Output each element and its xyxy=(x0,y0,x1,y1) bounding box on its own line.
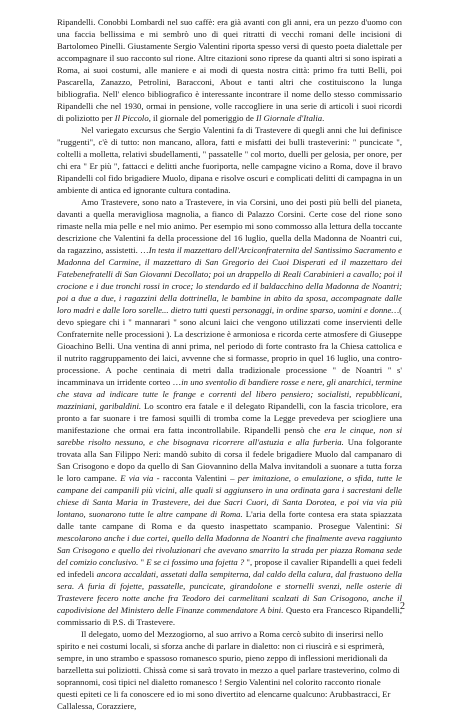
italic-text-run: Si mescolarono anche i due cortei, quello della Madonna de Noantri che finalmente aveva raggiunto San Crisogono e quello dei rivoluzionari che avevano smarrito la strada per piazza Romana sede del comizio conclusivo. xyxy=(57,521,402,567)
italic-text-run: in uno sventolio di bandiere rosse e nere, gli anarchici, termine che stava ad indicare tutte le frange e correnti del libero pensiero; socialisti, repubblicani, mazziniani, garibaldini. xyxy=(57,377,403,411)
italic-text-run: era le cinque, non si sarebbe risolto nessuno, e che bisognava ricorrere all'astuzia e alla furberia. xyxy=(57,425,402,447)
text-run: ", propose il cavalier Ripandelli a quei fedeli ed infedeli xyxy=(57,557,402,579)
italic-text-run: Il Giornale d'Italia xyxy=(256,113,323,123)
text-run: - racconta Valentini – xyxy=(153,473,238,483)
paragraph xyxy=(57,628,402,712)
text-run: ( devo spiegare chi i " mannarari " sono alcuni laici che vengono utilizzati come inservienti delle Confraternite nelle processioni ). La descrizione è armoniosa e ricorda certe atmosfere di Giuseppe Gioachino Belli. Una ventina di anni prima, nel periodo di forte contrasto fra la Chiesa cattolica e il nutrito raggruppamento dei laici, avvenne che si formasse, proprio in quel 16 luglio, una contro-processione. A poche centinaia di metri dalla tradizionale processione " de Noantri " s' incamminava un irridente corteo … xyxy=(57,305,402,387)
text-run: Nel variegato excursus che Sergio Valentini fa di Trastevere di quegli anni che lui definisce "ruggenti", c'è di tutto: non mancano, allora, fatti e misfatti dei bulli trasteverini: " puncicate ", coltelli a molletta, relativi sbudellamenti, " passatelle " col morto, duelli per gelosia, per onore, per chi era " Er più ", fattacci e delitti anche fuoriporta, nelle campagne vicino a Roma, dove il bravo Ripandelli col fido brigadiere Muolo, dipana e risolve oscuri e complicati delitti di campagna in un ambiente di antica ed ignorante cultura contadina. xyxy=(57,125,402,195)
text-run: Una folgorante trovata alla San Filippo Neri: mandò subito di corsa il fedele brigadiere Muolo dal campanaro di San Crisogono e dopo da quello di San Giovannino della Malva invitandoli a suonare a tutta forza le loro campane. xyxy=(57,437,402,483)
paragraph xyxy=(57,196,402,628)
italic-text-run: ancora accaldati, assetati dalla sempiterna, dal caldo della calura, dal frastuono della sera. A furia di fojette, passatelle, puncicate, girandolone e stornelli svenzi, nelle osterie di Trastevere fecero notte anche fra Teodoro dei carmelitani scalzati di San Crisogono, anche il capodivisione del Ministero delle Finanze commendatore A bini. xyxy=(57,569,403,615)
italic-text-run: E via via xyxy=(120,473,154,483)
italic-text-run: per imitazione, o emulazione, o sfida, tutte le campane dei campanili più vicini, alle quali si aggiunsero in una ordinata gara i sacrestani delle chiese di Santa Maria in Trastevere, dei due Sacri Cuori, di Santa Dorotea, e poi via via più lontano, suonarono tutte le altre campane di Roma. xyxy=(57,473,402,519)
text-run: . xyxy=(322,113,325,123)
text-run: L'aria della forte contesa era stata spiazzata dalle tante campane di Roma e da questo inaspettato scampanio. Prosegue Valentini: xyxy=(57,509,402,531)
italic-text-run: Il Piccolo xyxy=(114,113,149,123)
text-run: " xyxy=(138,557,147,567)
text-run: Lo scontro era fatale e il delegato Ripandelli, con la fascia tricolore, era pronto a far suonare i tre famosi squilli di tromba come la Legge prevedeva per sciogliere una manifestazione che ormai era fatta incontrollabile. Ripandelli pensò che xyxy=(57,401,402,435)
text-run: Questo era Francesco Ripandelli, commissario di P.S. di Trastevere. xyxy=(57,605,402,627)
paragraph xyxy=(57,16,402,124)
paragraph xyxy=(57,124,402,196)
italic-text-run: In testa il mazzettaro dell'Arciconfraternita del Santissimo Sacramento e Madonna del Carmine, il mazzettaro di San Gregorio dei Cuoi Disperati ed il mazzettaro dei Fatebenefratelli di San Giovanni Decollato; poi un drappello di Reali Carabinieri a cavallo; poi il crocione e i due tronchi rossi in croce; lo stendardo ed il baldacchino della Madonna de Noantri; poi a due a due, i ragazzini della dottrinella, le bambine in abito da sposa, accompagnate dalle loro madri e dalle loro sorelle... dietro tutti questi personaggi, in ordine sparso, uomini e donne… xyxy=(57,245,402,315)
body-text xyxy=(57,16,402,712)
italic-text-run: E se ci fossimo una fojetta ? xyxy=(146,557,245,567)
text-run: Ripandelli. Conobbi Lombardi nel suo caffè: era già avanti con gli anni, era un pezzo d'uomo con una faccia bellissima e mi sembrò uno di quei ritratti di vecchi romani delle incisioni di Bartolomeo Pinelli. Giustamente Sergio Valentini riporta spesso versi di questo poeta dialettale per accompagnare il suo racconto sul rione. Altre citazioni sono riprese da quanti altri si sono ispirati a Roma, ai suoi costumi, alle maniere e ai modi di questa nostra città: primo fra tutti Belli, poi Pascarella, Zanazzo, Petrolini, Baracconi, About e tanti altri che costituiscono la lunga bibliografia. Nell' elenco bibliografico è interessante incontrare il nome dello stesso commissario Ripandelli che nel 1930, ormai in pensione, volle raccogliere in una serie di articoli i suoi ricordi di poliziotto per xyxy=(57,17,402,123)
page-number: 2 xyxy=(400,601,405,612)
text-run: Amo Trastevere, sono nato a Trastevere, in via Corsini, uno dei posti più belli del pianeta, davanti a quella meravigliosa magnolia, a fianco di Palazzo Corsini. Certe cose del rione sono rimaste nella mia pelle e nel mio animo. Per esempio mi sono commosso alla lettura della toccante descrizione che Valentini fa della processione del 16 luglio, quella della Madonna de Noantri cui, da ragazzino, assistetti. … xyxy=(57,197,402,255)
text-run: Il delegato, uomo del Mezzogiorno, al suo arrivo a Roma cercò subito di inserirsi nello spirito e nei costumi locali, si sforza anche di parlare in dialetto: non ci riuscirà e si esprimerà, sempre, in uno strambo e spassoso romanesco spurio, pieno zeppo di inflessioni meridionali da barzelletta sui poliziotti. Chissà come si sarà trovato in mezzo a quel parlare trasteverino, colmo di soprannomi, così tipici nel dialetto romanesco ! Sergio Valentini nel colorito racconto rionale questi epiteti ce li fa conoscere ed io mi sono divertito ad elencarne qualcuno: Arubbastracci, Er Callalessa, Corazziere, xyxy=(57,629,400,711)
text-run: , il giornale del pomeriggio de xyxy=(148,113,257,123)
